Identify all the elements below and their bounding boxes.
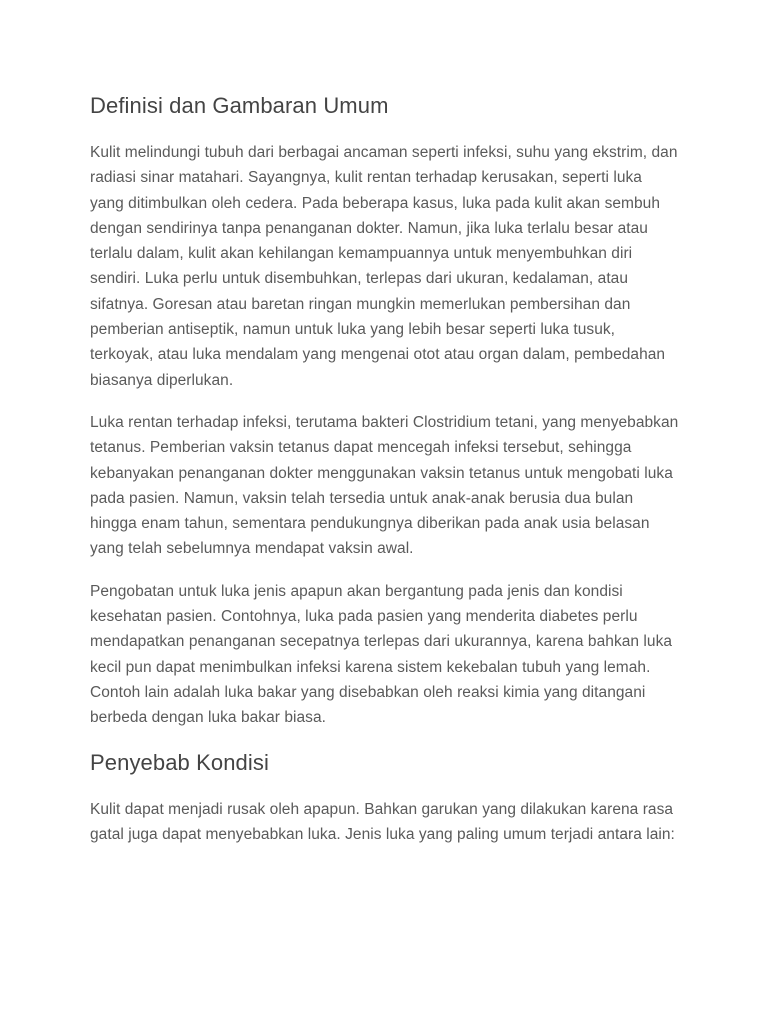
paragraph-definisi-2: Luka rentan terhadap infeksi, terutama bakteri Clostridium tetani, yang menyebabkan tetanus. Pemberian vaksin tetanus dapat mencegah infeksi tersebut, sehingga kebanyakan penanganan dokter menggunakan vaksin tetanus untuk mengobati luka pada pasien. Namun, vaksin telah tersedia untuk anak-anak berusia dua bulan hingga enam tahun, sementara pendukungnya diberikan pada anak usia belasan yang telah sebelumnya mendapat vaksin awal. — [90, 413, 679, 558]
paragraph-definisi-3: Pengobatan untuk luka jenis apapun akan bergantung pada jenis dan kondisi kesehatan pasien. Contohnya, luka pada pasien yang menderita diabetes perlu mendapatkan penanganan secepatnya terlepas dari ukurannya, karena bahkan luka kecil pun dapat menimbulkan infeksi karena sistem kekebalan tubuh yang lemah. Contoh lain adalah luka bakar yang disebabkan oleh reaksi kimia yang ditangani berbeda dengan luka bakar biasa. — [90, 582, 673, 727]
paragraph-penyebab-1: Kulit dapat menjadi rusak oleh apapun. Bahkan garukan yang dilakukan karena rasa gatal juga dapat menyebabkan luka. Jenis luka yang paling umum terjadi antara lain: — [90, 800, 675, 843]
paragraph-definisi-1: Kulit melindungi tubuh dari berbagai ancaman seperti infeksi, suhu yang ekstrim, dan radiasi sinar matahari. Sayangnya, kulit rentan terhadap kerusakan, seperti luka yang ditimbulkan oleh cedera. Pada beberapa kasus, luka pada kulit akan sembuh dengan sendirinya tanpa penanganan dokter. Namun, jika luka terlalu besar atau terlalu dalam, kulit akan kehilangan kemampuannya untuk menyembuhkan diri sendiri. Luka perlu untuk disembuhkan, terlepas dari ukuran, kedalaman, atau sifatnya. Goresan atau baretan ringan mungkin memerlukan pembersihan dan pemberian antiseptik, namun untuk luka yang lebih besar seperti luka tusuk, terkoyak, atau luka mendalam yang mengenai otot atau organ dalam, pembedahan biasanya diperlukan. — [90, 144, 678, 389]
section-heading-penyebab: Penyebab Kondisi — [90, 749, 269, 775]
article — [90, 91, 680, 864]
section-heading-definisi: Definisi dan Gambaran Umum — [90, 93, 389, 118]
